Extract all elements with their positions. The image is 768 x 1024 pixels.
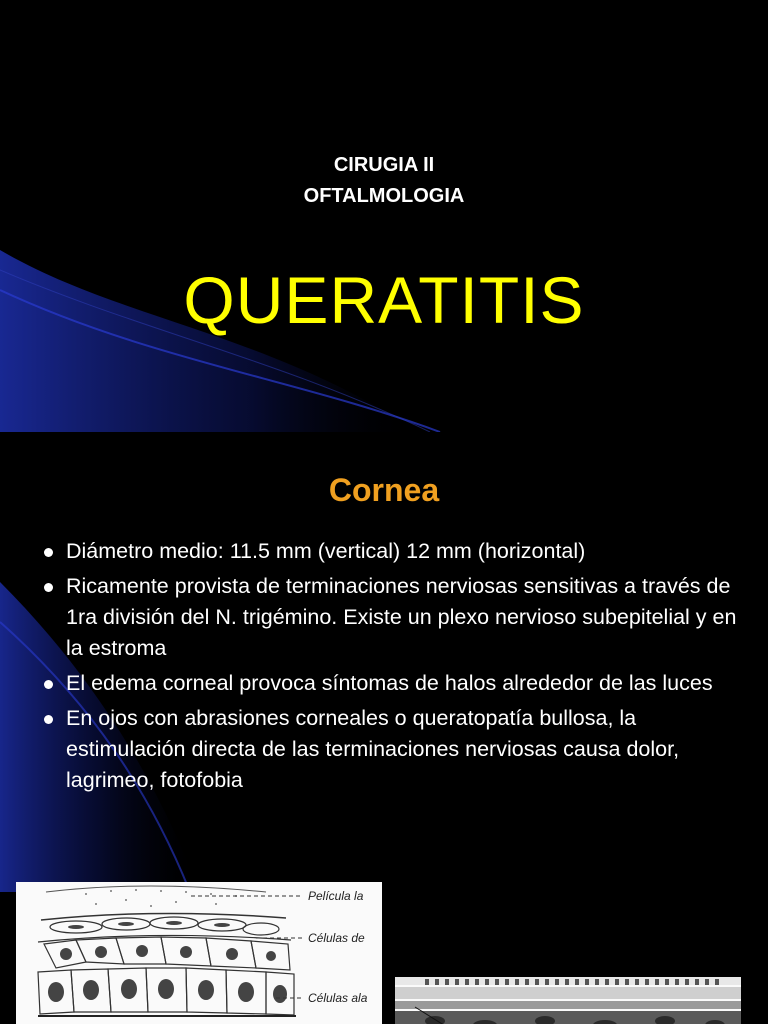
list-item [42,703,742,796]
figure-label-tear-film: Película la [308,889,364,903]
cornea-layers-figure [395,977,741,1024]
cornea-cell-layers-drawing [16,882,382,1024]
list-item [42,571,742,664]
bullet-text: Ricamente provista de terminaciones nerviosas sensitivas a través de 1ra división del N. trigémino. Existe un plexo nervioso subepitelial y en la estroma [66,574,737,660]
bullet-icon [44,548,53,557]
cornea-histology-figure [16,882,382,1024]
title-slide [0,0,768,432]
bullet-text: En ojos con abrasiones corneales o queratopatía bullosa, la estimulación directa de las terminaciones nerviosas causa dolor, lagrimeo, fotofobia [66,706,680,792]
subtitle-line-1: CIRUGIA II [333,154,435,176]
figure-label-wing-cells: Células de [308,931,365,945]
subtitle-line-2: OFTALMOLOGIA [303,185,465,207]
bullet-text: Diámetro medio: 11.5 mm (vertical) 12 mm (horizontal) [66,539,586,563]
figure-label-basal-cells: Células ala [308,991,368,1005]
bullet-icon [44,583,53,592]
bullet-icon [44,680,53,689]
cornea-layers-drawing [395,977,741,1024]
bullet-text: El edema corneal provoca síntomas de halos alrededor de las luces [66,671,713,695]
slide-title: QUERATITIS [183,263,585,337]
content-slide [0,432,768,1024]
slide-heading: Cornea [328,472,440,508]
course-subtitle [0,150,768,212]
list-item [42,536,742,567]
blue-swoosh-decoration [0,0,768,432]
list-item [42,668,742,699]
bullet-icon [44,715,53,724]
bullet-list [42,536,742,800]
